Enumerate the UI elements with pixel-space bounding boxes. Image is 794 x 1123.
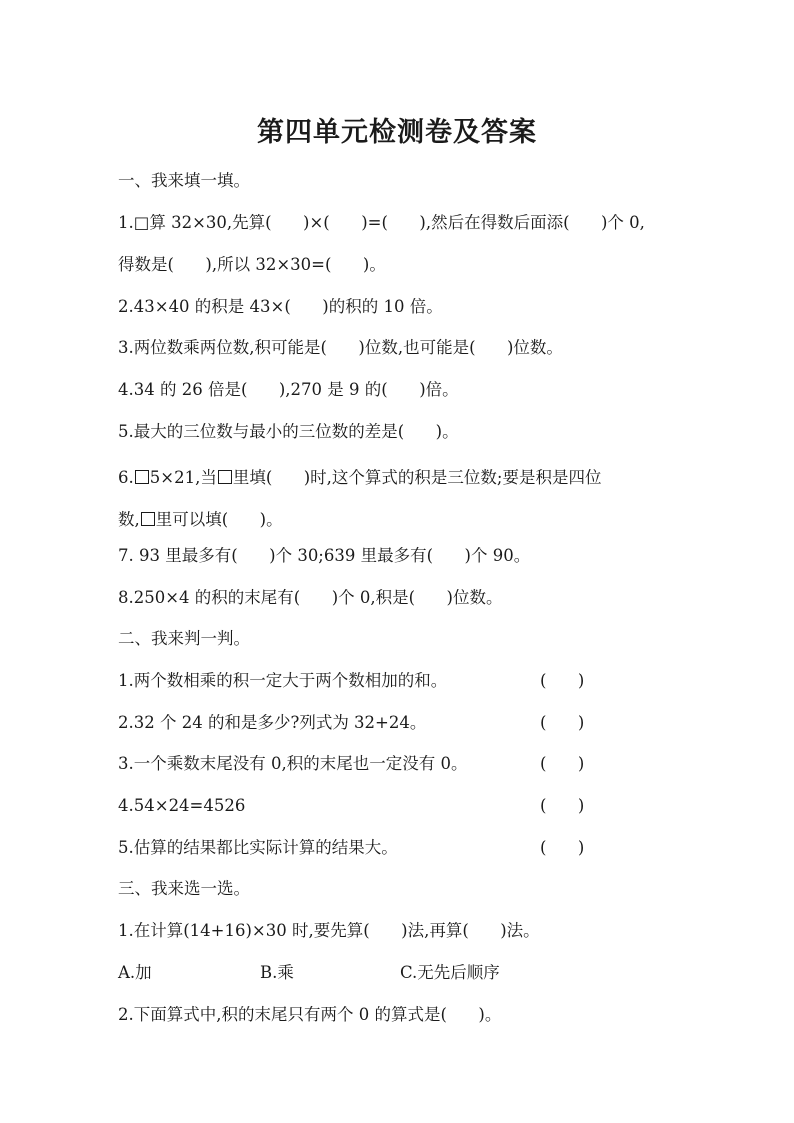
blank-square-icon (135, 470, 149, 484)
section-heading-judge: 二、我来判一判。 (118, 629, 250, 648)
answer-bracket: ( ) (540, 713, 585, 732)
answer-bracket: ( ) (540, 796, 585, 815)
q6-line2-text: 里可以填( )。 (155, 510, 283, 529)
blank-square-icon (141, 512, 155, 526)
judge-item-4: 4.54×24=4526 (118, 796, 246, 815)
section-heading-fill: 一、我来填一填。 (118, 171, 250, 190)
page-title: 第四单元检测卷及答案 (257, 117, 537, 148)
question-8: 8.250×4 的积的末尾有( )个 0,积是( )位数。 (118, 588, 503, 607)
question-1-line-1: 1.□算 32×30,先算( )×( )=( ),然后在得数后面添( )个 0, (118, 213, 645, 232)
choice-question-1: 1.在计算(14+16)×30 时,要先算( )法,再算( )法。 (118, 921, 540, 940)
q6-text: 里填( )时,这个算式的积是三位数;要是积是四位 (232, 468, 602, 487)
q6-line2-prefix: 数, (118, 510, 140, 529)
question-1-line-2: 得数是( ),所以 32×30=( )。 (118, 255, 386, 274)
answer-bracket: ( ) (540, 838, 585, 857)
question-3: 3.两位数乘两位数,积可能是( )位数,也可能是( )位数。 (118, 338, 563, 357)
judge-item-1: 1.两个数相乘的积一定大于两个数相加的和。 (118, 671, 448, 690)
question-6-line-2 (118, 509, 283, 531)
question-2: 2.43×40 的积是 43×( )的积的 10 倍。 (118, 297, 443, 316)
judge-item-3: 3.一个乘数末尾没有 0,积的末尾也一定没有 0。 (118, 754, 468, 773)
option-a: A.加 (118, 963, 152, 982)
answer-bracket: ( ) (540, 754, 585, 773)
answer-bracket: ( ) (540, 671, 585, 690)
q6-prefix: 6. (118, 468, 134, 487)
blank-square-icon (218, 470, 232, 484)
question-6-line-1 (118, 467, 601, 489)
section-heading-choose: 三、我来选一选。 (118, 879, 250, 898)
judge-item-5: 5.估算的结果都比实际计算的结果大。 (118, 838, 398, 857)
question-7: 7. 93 里最多有( )个 30;639 里最多有( )个 90。 (118, 546, 531, 565)
q6-expression: 5×21,当 (149, 468, 217, 487)
question-5: 5.最大的三位数与最小的三位数的差是( )。 (118, 422, 459, 441)
question-4: 4.34 的 26 倍是( ),270 是 9 的( )倍。 (118, 380, 459, 399)
option-c: C.无先后顺序 (400, 963, 500, 982)
judge-item-2: 2.32 个 24 的和是多少?列式为 32+24。 (118, 713, 427, 732)
option-b: B.乘 (260, 963, 294, 982)
choice-question-2: 2.下面算式中,积的末尾只有两个 0 的算式是( )。 (118, 1005, 502, 1024)
